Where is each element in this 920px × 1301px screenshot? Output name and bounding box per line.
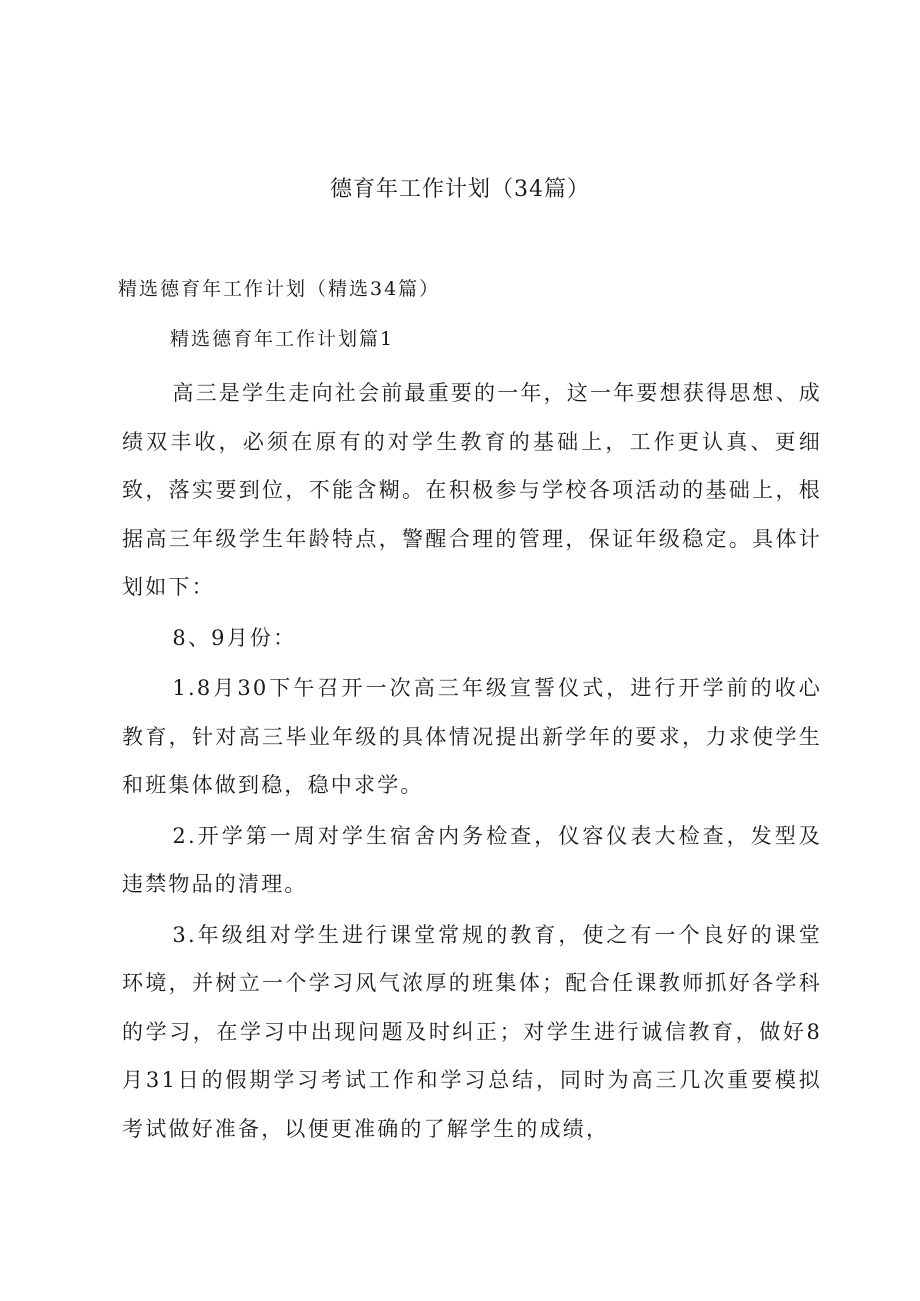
paragraph-month-heading: 8、9月份： <box>172 625 297 650</box>
section-heading: 精选德育年工作计划篇1 <box>170 328 395 350</box>
document-subtitle: 精选德育年工作计划（精选34篇） <box>118 278 441 300</box>
paragraph-item-2: 2.开学第一周对学生宿舍内务检查，仪容仪表大检查，发型及违禁物品的清理。 <box>122 823 822 896</box>
paragraph-intro: 高三是学生走向社会前最重要的一年，这一年要想获得思想、成绩双丰收，必须在原有的对学生教育的基础上，工作更认真、更细致，落实要到位，不能含糊。在积极参与学校各项活动的基础上，根据高三年级学生年龄特点，警醒合理的管理，保证年级稳定。具体计划如下： <box>122 381 822 599</box>
paragraph-item-3: 3.年级组对学生进行课堂常规的教育，使之有一个良好的课堂环境，并树立一个学习风气浓厚的班集体；配合任课教师抓好各学科的学习，在学习中出现问题及时纠正；对学生进行诚信教育，做好8月31日的假期学习考试工作和学习总结，同时为高三几次重要模拟考试做好准备，以便更准确的了解学生的成绩， <box>122 922 822 1141</box>
body-text <box>122 369 822 1155</box>
paragraph-item-1: 1.8月30下午召开一次高三年级宣誓仪式，进行开学前的收心教育，针对高三毕业年级的具体情况提出新学年的要求，力求使学生和班集体做到稳，稳中求学。 <box>122 676 822 797</box>
document-title: 德育年工作计划（34篇） <box>330 177 590 202</box>
